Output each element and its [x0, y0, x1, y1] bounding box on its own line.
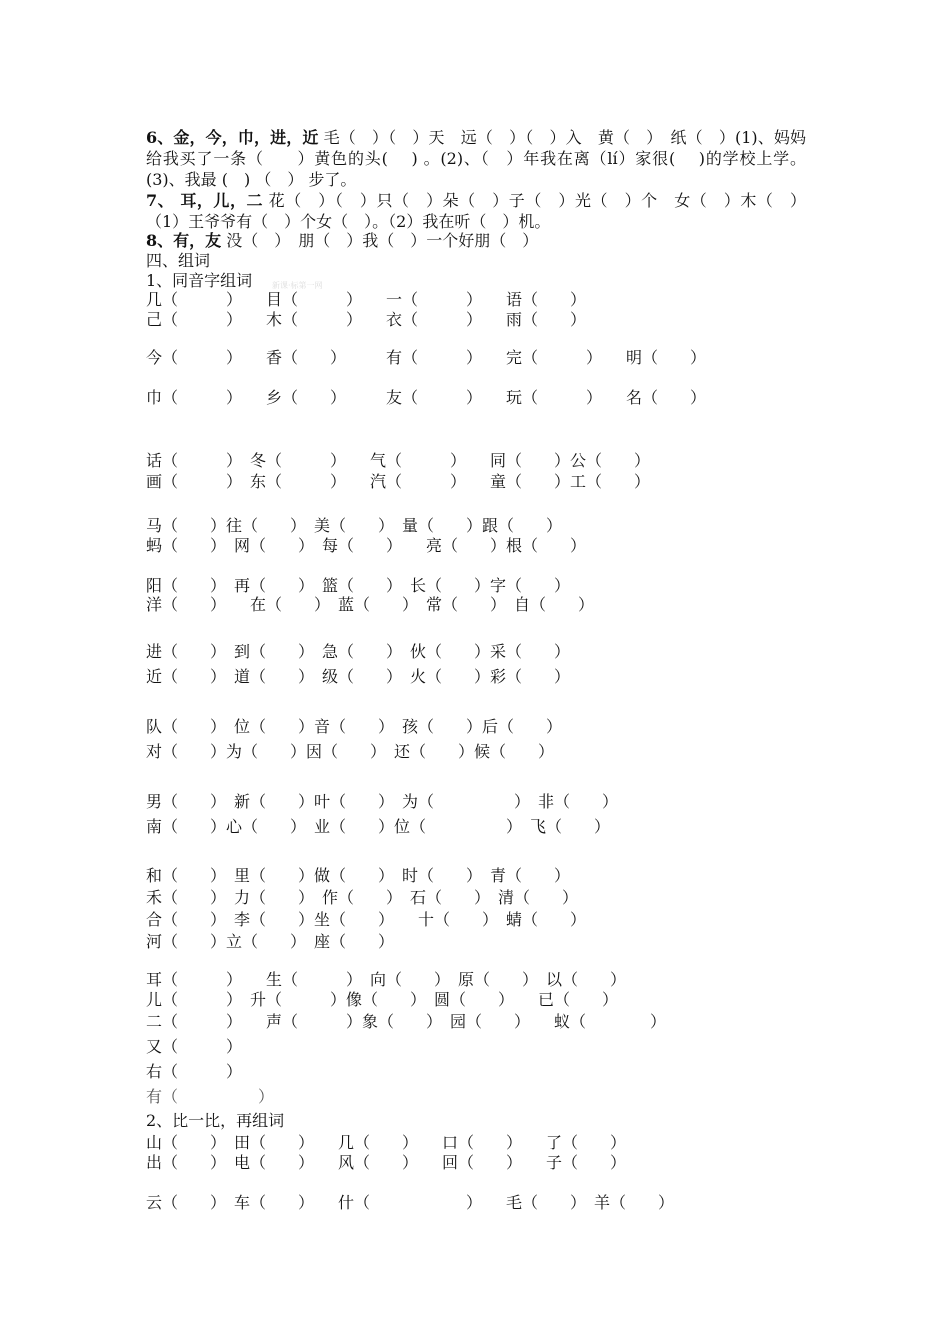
word-line: 禾（ ） 力（ ） 作（ ） 石（ ） 清（ ）: [146, 888, 579, 907]
word-line: 几（ ） 目（ ） 一（ ） 语（ ）: [146, 290, 587, 309]
subsection-title-2: 2、比一比，再组词: [146, 1111, 285, 1130]
word-line: 进（ ） 到（ ） 急（ ） 伙（ ）采（ ）: [146, 642, 571, 661]
word-line: 南（ ）心（ ） 业（ ）位（ ） 飞（ ）: [146, 817, 611, 836]
question-6: [146, 127, 806, 190]
question-6-heading: 6、金，今，巾，进，近: [146, 128, 319, 147]
compare-line: 云（ ） 车（ ） 什（ ） 毛（ ） 羊（ ）: [146, 1193, 675, 1212]
word-line: 话（ ） 冬（ ） 气（ ） 同（ ）公（ ）: [146, 451, 651, 470]
word-line: 洋（ ） 在（ ） 蓝（ ） 常（ ） 自（ ）: [146, 595, 595, 614]
word-line: 己（ ） 木（ ） 衣（ ） 雨（ ）: [146, 310, 587, 329]
word-line: 近（ ） 道（ ） 级（ ） 火（ ）彩（ ）: [146, 667, 571, 686]
word-line: 二（ ） 声（ ）象（ ） 园（ ） 蚁（ ）: [146, 1012, 667, 1031]
word-line: 耳（ ） 生（ ） 向（ ） 原（ ） 以（ ）: [146, 970, 627, 989]
question-7-heading: 7、 耳，儿，二: [146, 191, 264, 210]
word-line: 合（ ） 李（ ）坐（ ） 十（ ） 蜻（ ）: [146, 910, 587, 929]
subsection-title-1: 1、同音字组词: [146, 271, 253, 290]
word-line: 对（ ）为（ ）因（ ） 还（ ）候（ ）: [146, 742, 555, 761]
watermark: 新课·标第一网: [272, 281, 323, 290]
word-line: 右（ ）: [146, 1062, 243, 1081]
word-line: 画（ ） 东（ ） 汽（ ） 童（ ）工（ ）: [146, 472, 651, 491]
word-line: 今（ ） 香（ ） 有（ ） 完（ ） 明（ ）: [146, 348, 707, 367]
question-6-text: 毛（ ）（ ）天 远（ ）（ ）入 黄（ ） 纸（ ）(1)、妈妈给我买了一条（ ）黄色的头( ) 。(2)、（ ）年我在离（lí）家很( )的学校上学。(3)、我最 ( ) （ ） 步了。: [146, 128, 806, 189]
compare-line: 山（ ） 田（ ） 几（ ） 口（ ） 了（ ）: [146, 1133, 627, 1152]
word-line: 马（ ）往（ ） 美（ ） 量（ ）跟（ ）: [146, 516, 563, 535]
question-8-text: 没（ ） 朋（ ）我（ ）一个好朋（ ）: [221, 231, 539, 250]
word-line: 儿（ ） 升（ ）像（ ） 圆（ ） 已（ ）: [146, 990, 619, 1009]
section-title: 四、组词: [146, 251, 211, 270]
question-7-text: 花（ ）（ ）只（ ）朵（ ）子（ ）光（ ）个 女（ ）木（ ）（1）王爷爷有（ ）个女（ ）。（2）我在听（ ）机。: [146, 191, 806, 231]
word-line: 和（ ） 里（ ）做（ ） 时（ ） 青（ ）: [146, 866, 571, 885]
word-line: 又（ ）: [146, 1037, 243, 1056]
word-line: 河（ ）立（ ） 座（ ）: [146, 932, 395, 951]
word-line: 男（ ） 新（ ）叶（ ） 为（ ） 非（ ）: [146, 792, 619, 811]
word-line: 蚂（ ） 网（ ） 每（ ） 亮（ ）根（ ）: [146, 536, 587, 555]
word-line: 巾（ ） 乡（ ） 友（ ） 玩（ ） 名（ ）: [146, 388, 707, 407]
compare-line: 出（ ） 电（ ） 风（ ） 回（ ） 子（ ）: [146, 1153, 627, 1172]
question-8-heading: 8、有，友: [146, 231, 222, 250]
word-line: 有（ ）: [146, 1087, 275, 1106]
word-line: 队（ ） 位（ ）音（ ） 孩（ ）后（ ）: [146, 717, 563, 736]
question-7: [146, 190, 806, 232]
word-line: 阳（ ） 再（ ） 篮（ ） 长（ ）字（ ）: [146, 576, 571, 595]
question-8: [146, 231, 806, 251]
